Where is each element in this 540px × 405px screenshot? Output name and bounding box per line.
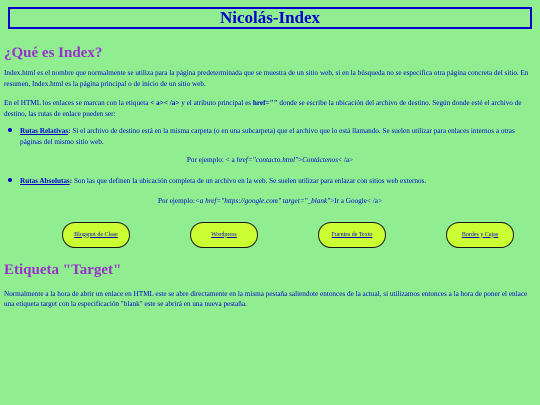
text: Por ejemplo:	[157, 197, 195, 205]
bordes-y-cajas-button[interactable]: Bordes y Cajas	[446, 222, 514, 248]
bullet-icon	[8, 128, 12, 132]
example-relative	[4, 155, 536, 166]
header-box	[8, 7, 532, 29]
text: < /a>	[338, 156, 354, 164]
text: y el atributo principal es	[179, 99, 253, 107]
list-item-absolute	[20, 176, 536, 187]
text: >Ir a Google< /a>	[330, 197, 383, 205]
term-relative: Rutas Relativas	[20, 127, 69, 135]
colon: :	[68, 127, 71, 135]
href-attr-text: href=""	[252, 99, 278, 107]
text: En el HTML los enlaces se marcan con la etiqueta	[4, 99, 151, 107]
list-term	[20, 177, 72, 185]
paragraph-index-definition: Index.html es el nombre que normalmente se utiliza para la página predeterminada que se muestra de un sitio web, si en la búsqueda no se especifica otra página concreta del sitio. En resumen, Index.html es la página principal o de inicio de un sitio web.	[4, 69, 529, 88]
link-buttons-row	[4, 222, 536, 250]
path-types-list-2	[4, 176, 536, 187]
anchor-tag-text: < a>< /a>	[150, 99, 180, 107]
paragraph-target: Normalmente a la hora de abrir un enlace en HTML este se abre directamente en la misma pestaña saliendote entonces de la actual, si utilizamos entonces a la hora de poner el enlace una etiqueta target con la especificación "blank" este se abrirá en una nueva pestaña.	[4, 289, 528, 308]
code: <a href="https://google.com" target="_blank"	[194, 197, 331, 205]
fuentes-de-texto-button[interactable]: Fuentes de Texto	[318, 222, 386, 248]
bullet-icon	[8, 178, 12, 182]
link-text: Contáctenos	[302, 156, 338, 164]
term-absolute: Rutas Absolutas	[20, 176, 70, 185]
colon: :	[69, 176, 73, 185]
section-heading-target: Etiqueta "Target"	[4, 261, 122, 278]
list-text: Si el archivo de destino está en la misma carpeta (o en una subcarpeta) que el archivo que lo está llamando. Se suelen utilizar para enlaces internos a otras páginas del mismo sitio web.	[20, 127, 515, 146]
blogspot-button[interactable]: Blogspot de Clase	[62, 222, 130, 248]
paragraph-links-intro	[4, 98, 536, 119]
page-title: Nicolás-Index	[219, 8, 321, 27]
wordpress-button[interactable]: Wordpress	[190, 222, 258, 248]
code: href="contacto.html"	[236, 156, 298, 164]
text: Por ejemplo: < a	[186, 156, 237, 164]
list-term	[20, 127, 71, 135]
section-heading-index: ¿Qué es Index?	[4, 45, 103, 61]
list-text: Son las que definen la ubicación completa de un archivo en la web. Se suelen utilizar para enlazar con sitios web externos.	[72, 176, 427, 185]
list-item-relative	[20, 126, 536, 147]
example-absolute	[4, 196, 536, 207]
path-types-list	[4, 126, 536, 147]
text: >	[298, 156, 303, 164]
text: donde se escribe la ubicación del archivo de destino. Según donde esté el archivo de destino, las rutas de enlace pueden ser:	[4, 99, 522, 118]
